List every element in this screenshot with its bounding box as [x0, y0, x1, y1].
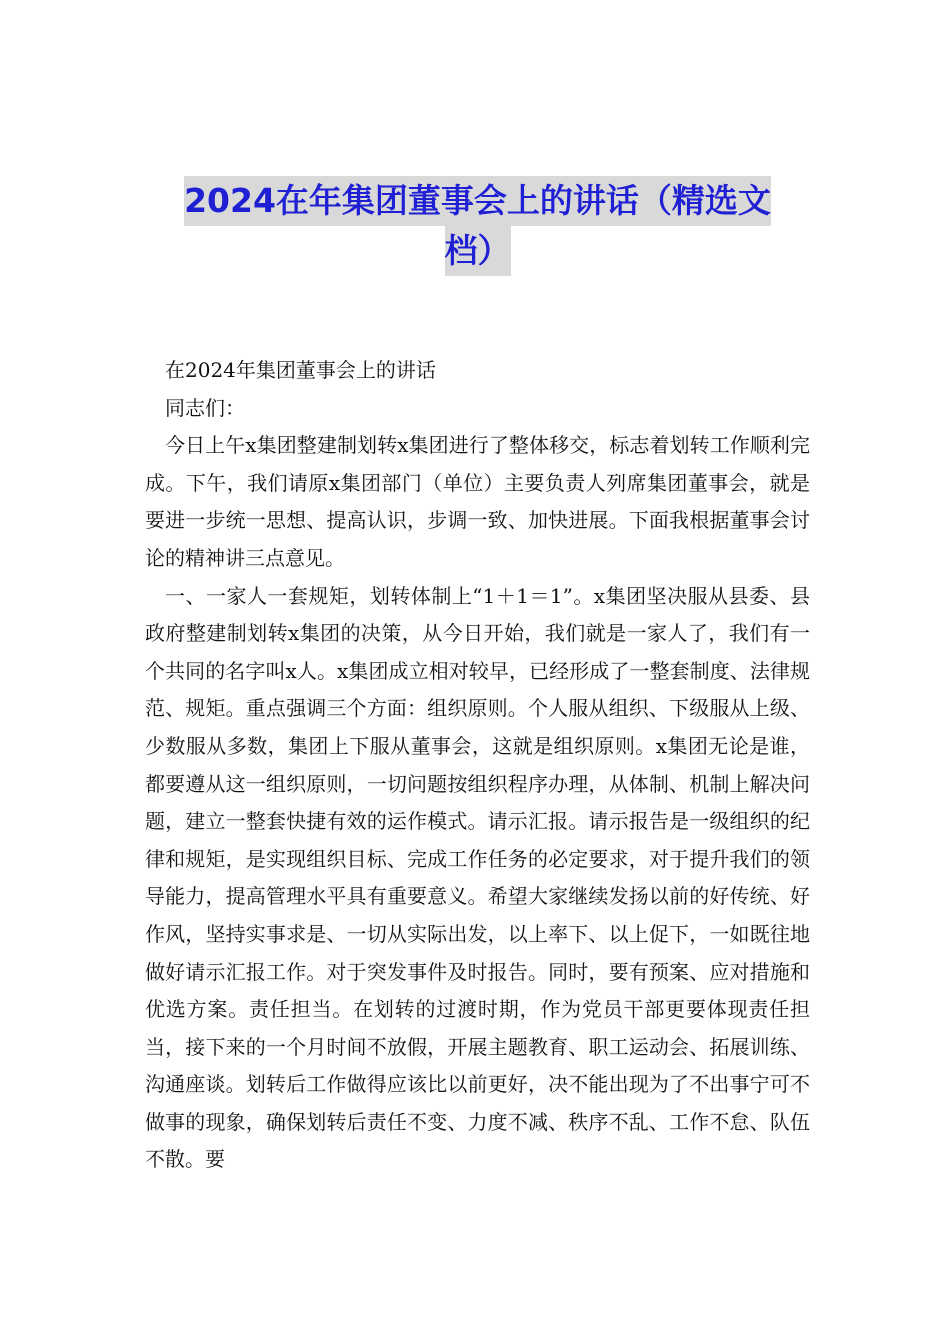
paragraph-intro: 今日上午x集团整建制划转x集团进行了整体移交，标志着划转工作顺利完成。下午，我们请原x集团部门（单位）主要负责人列席集团董事会，就是要进一步统一思想、提高认识，步调一致、加快进展。下面我根据董事会讨论的精神讲三点意见。	[145, 433, 810, 570]
document-body	[145, 352, 810, 1179]
title-line-2: 档）	[445, 226, 511, 276]
title-line-1: 2024在年集团董事会上的讲话（精选文	[184, 176, 771, 226]
salutation: 同志们：	[165, 395, 245, 420]
speech-heading: 在2024年集团董事会上的讲话	[165, 358, 436, 382]
paragraph-point-one: 一、一家人一套规矩，划转体制上“1＋1＝1”。x集团坚决服从县委、县政府整建制划转x集团的决策，从今日开始，我们就是一家人了，我们有一个共同的名字叫x人。x集团成立相对较早，已经形成了一整套制度、法律规范、规矩。重点强调三个方面：组织原则。个人服从组织、下级服从上级、少数服从多数，集团上下服从董事会，这就是组织原则。x集团无论是谁，都要遵从这一组织原则，一切问题按组织程序办理，从体制、机制上解决问题，建立一整套快捷有效的运作模式。请示汇报。请示报告是一级组织的纪律和规矩，是实现组织目标、完成工作任务的必定要求，对于提升我们的领导能力，提高管理水平具有重要意义。希望大家继续发扬以前的好传统、好作风，坚持实事求是、一切从实际出发，以上率下、以上促下，一如既往地做好请示汇报工作。对于突发事件及时报告。同时，要有预案、应对措施和优选方案。责任担当。在划转的过渡时期，作为党员干部更要体现责任担当，接下来的一个月时间不放假，开展主题教育、职工运动会、拓展训练、沟通座谈。划转后工作做得应该比以前更好，决不能出现为了不出事宁可不做事的现象，确保划转后责任不变、力度不减、秩序不乱、工作不怠、队伍不散。要	[145, 583, 810, 1172]
document-title	[145, 176, 810, 276]
